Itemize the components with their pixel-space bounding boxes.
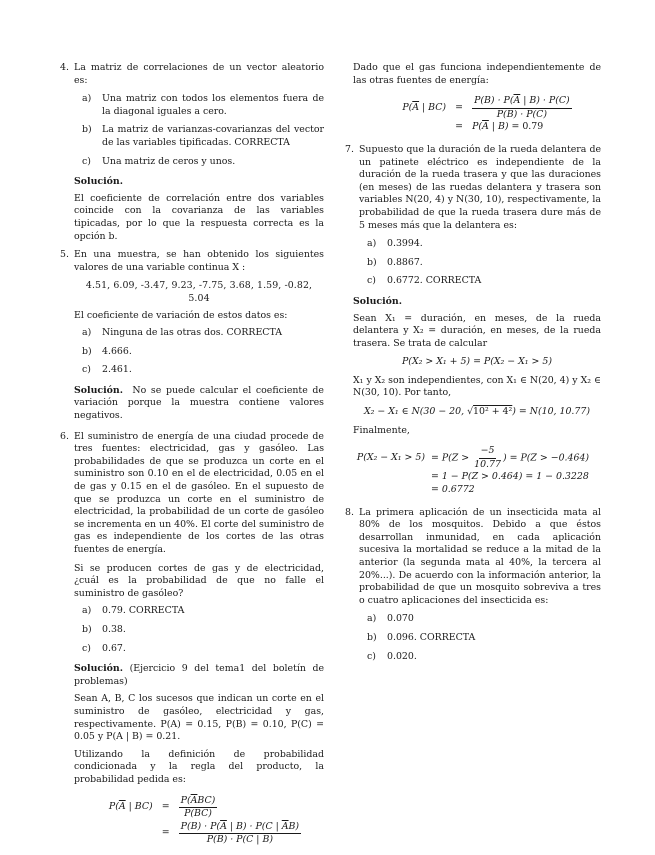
options-list [74, 605, 324, 655]
option-c: c) 0.020. [367, 650, 417, 662]
question-prompt: El coeficiente de variación de estos datos es: [74, 309, 288, 321]
options-list [359, 613, 601, 663]
option-b: b) 4.666. [82, 345, 132, 357]
question-prompt: Si se producen cortes de gas y de electricidad, ¿cuál es la probabilidad de que no falle el suministro de gasóleo? [74, 562, 324, 599]
question-8 [345, 507, 601, 664]
options-list [74, 93, 324, 168]
question-number: 7. [345, 143, 354, 155]
question-text: En una muestra, se han obtenido los siguientes valores de una variable continua X : [74, 249, 324, 273]
equation-target: P(X₂ > X₁ + 5) = P(X₂ − X₁ > 5) [402, 356, 552, 368]
question-number: 8. [345, 506, 354, 518]
question-4 [60, 62, 324, 243]
option-a: a) 0.79. CORRECTA [82, 605, 185, 617]
question-text: El suministro de energía de una ciudad procede de tres fuentes: electricidad, gas y gasóleo. Las probabilidades de que se produzca un corte en el suministro son 0.10 en el de electricidad, 0.05 en el de gas y 0.15 en el de gasóleo. En el supuesto de que se produzca un corte en el suministro de electricidad, la probabilidad de un corte de gasóleo se incrementa en un 40%. El corte del suministro de gas es independiente de los cortes de las otras fuentes de energía. [74, 430, 324, 555]
question-number: 6. [60, 430, 69, 442]
solution-paragraph: Finalmente, [353, 424, 410, 436]
question-5 [60, 249, 324, 423]
option-c: c) Una matriz de ceros y unos. [82, 155, 236, 167]
question-6 [60, 431, 324, 847]
solution-paragraph: X₁ y X₂ son independientes, con X₁ ∈ N(20, 4) y X₂ ∈ N(30, 10). Por tanto, [353, 374, 601, 399]
solution-title: Solución. [74, 176, 124, 188]
solution-note: (Ejercicio 9 del tema1 del boletín de problemas) [74, 663, 324, 687]
equation-final: P(X₂ − X₁ > 5) = P(Z > $\frac{-5}{10.77}$ ) = P(Z > −0.464) = 1 − P(Z > 0.464) = 1 − 0.3228 = 0.6772 [356, 445, 590, 496]
solution-paragraph: Sean A, B, C los sucesos que indican un corte en el suministro de gasóleo, electricidad y gas, respectivamente. P(A) = 0.15, P(B) = 0.10, P(C) = 0.05 y P(A | B) = 0.21. [74, 693, 324, 743]
result-value: 0.79 [522, 121, 544, 133]
question-text: La matriz de correlaciones de un vector aleatorio es: [74, 62, 324, 86]
options-list [74, 327, 324, 377]
option-b: b) La matriz de varianzas-covarianzas del vector de las variables tipificadas. CORRECTA [82, 124, 324, 148]
option-b: b) 0.8867. [367, 256, 423, 268]
option-c: c) 2.461. [82, 364, 132, 376]
option-c: c) 0.67. [82, 642, 126, 654]
solution-text: El coeficiente de correlación entre dos variables coincide con la covarianza de las variables tipicadas, por lo que la respuesta correcta es la opción b. [74, 192, 324, 242]
option-b: b) 0.096. CORRECTA [367, 631, 476, 643]
sqrt-argument: 10² + 4² [473, 406, 513, 418]
option-a: a) Una matriz con todos los elementos fuera de la diagonal iguales a cero. [82, 93, 324, 117]
equation-conditional: $P(\overline{A}$ | BC) = $\frac{P(\overline{A}BC)}{P(BC)}$ = $\frac{P(B) \cdot P(\overline{A} | B) \cdot P(C | \overline{A}B)}{P(B) \cdot P(C | B)}$ [108, 794, 300, 846]
data-values: 4.51, 6.09, -3.47, 9.23, -7.75, 3.68, 1.59, -0.82, 5.04 [85, 280, 313, 304]
option-c: c) 0.6772. CORRECTA [367, 275, 482, 287]
question-text: Supuesto que la duración de la rueda delantera de un patinete eléctrico es independiente de la duración de la rueda trasera y que las duraciones (en meses) de las ruedas delantera y trasera son variables N(20, 4) y N(30, 10), respectivamente, la probabilidad de que la rueda trasera dure más de 5 meses más que la delantera es: [359, 143, 601, 231]
option-a: a) 0.3994. [367, 238, 423, 250]
solution-title: Solución. [353, 295, 403, 307]
solution-paragraph: Sean X₁ = duración, en meses, de la rueda delantera y X₂ = duración, en meses, de la rueda trasera. Se trata de calcular [353, 312, 601, 349]
solution [74, 663, 324, 688]
solution [74, 385, 324, 423]
left-column [60, 62, 324, 855]
right-column [345, 62, 601, 671]
question-number: 5. [60, 249, 69, 261]
continuation-paragraph: Dado que el gas funciona independientemente de las otras fuentes de energía: [353, 62, 601, 86]
solution-title: Solución. [74, 384, 124, 396]
question-text: La primera aplicación de un insecticida mata al 80% de los mosquitos. Debido a que éstos desarrollan inmunidad, en cada aplicación sucesiva la mortalidad se reduce a la mitad de la anterior (la segunda mata al 40%, la tercera al 20%...). De acuerdo con la información anterior, la probabilidad de que un mosquito sobreviva a tres o cuatro aplicaciones del insecticida es: [359, 506, 601, 606]
equation-independence: $P(\overline{A}$ | BC) = $\frac{P(B) \cdot P(\overline{A} | B) \cdot P(C)}{P(B) \cdot P(C)}$ = $P(\overline{A}$ | B) = 0.79 [402, 95, 570, 133]
equation-difference: X₂ − X₁ ∈ N(30 − 20, √10² + 4²) = N(10, 10.77) [363, 406, 591, 418]
option-b: b) 0.38. [82, 623, 126, 635]
solution-text: No se puede calcular el coeficiente de variación porque la muestra contiene valores negativos. [74, 384, 324, 422]
solution-title: Solución. [74, 663, 124, 675]
option-a: a) Ninguna de las otras dos. CORRECTA [82, 327, 282, 339]
question-7 [345, 144, 601, 497]
question-number: 4. [60, 62, 69, 73]
options-list [359, 238, 601, 288]
solution-paragraph: Utilizando la definición de probabilidad condicionada y la regla del producto, la probabilidad pedida es: [74, 748, 324, 785]
option-a: a) 0.070 [367, 613, 414, 625]
